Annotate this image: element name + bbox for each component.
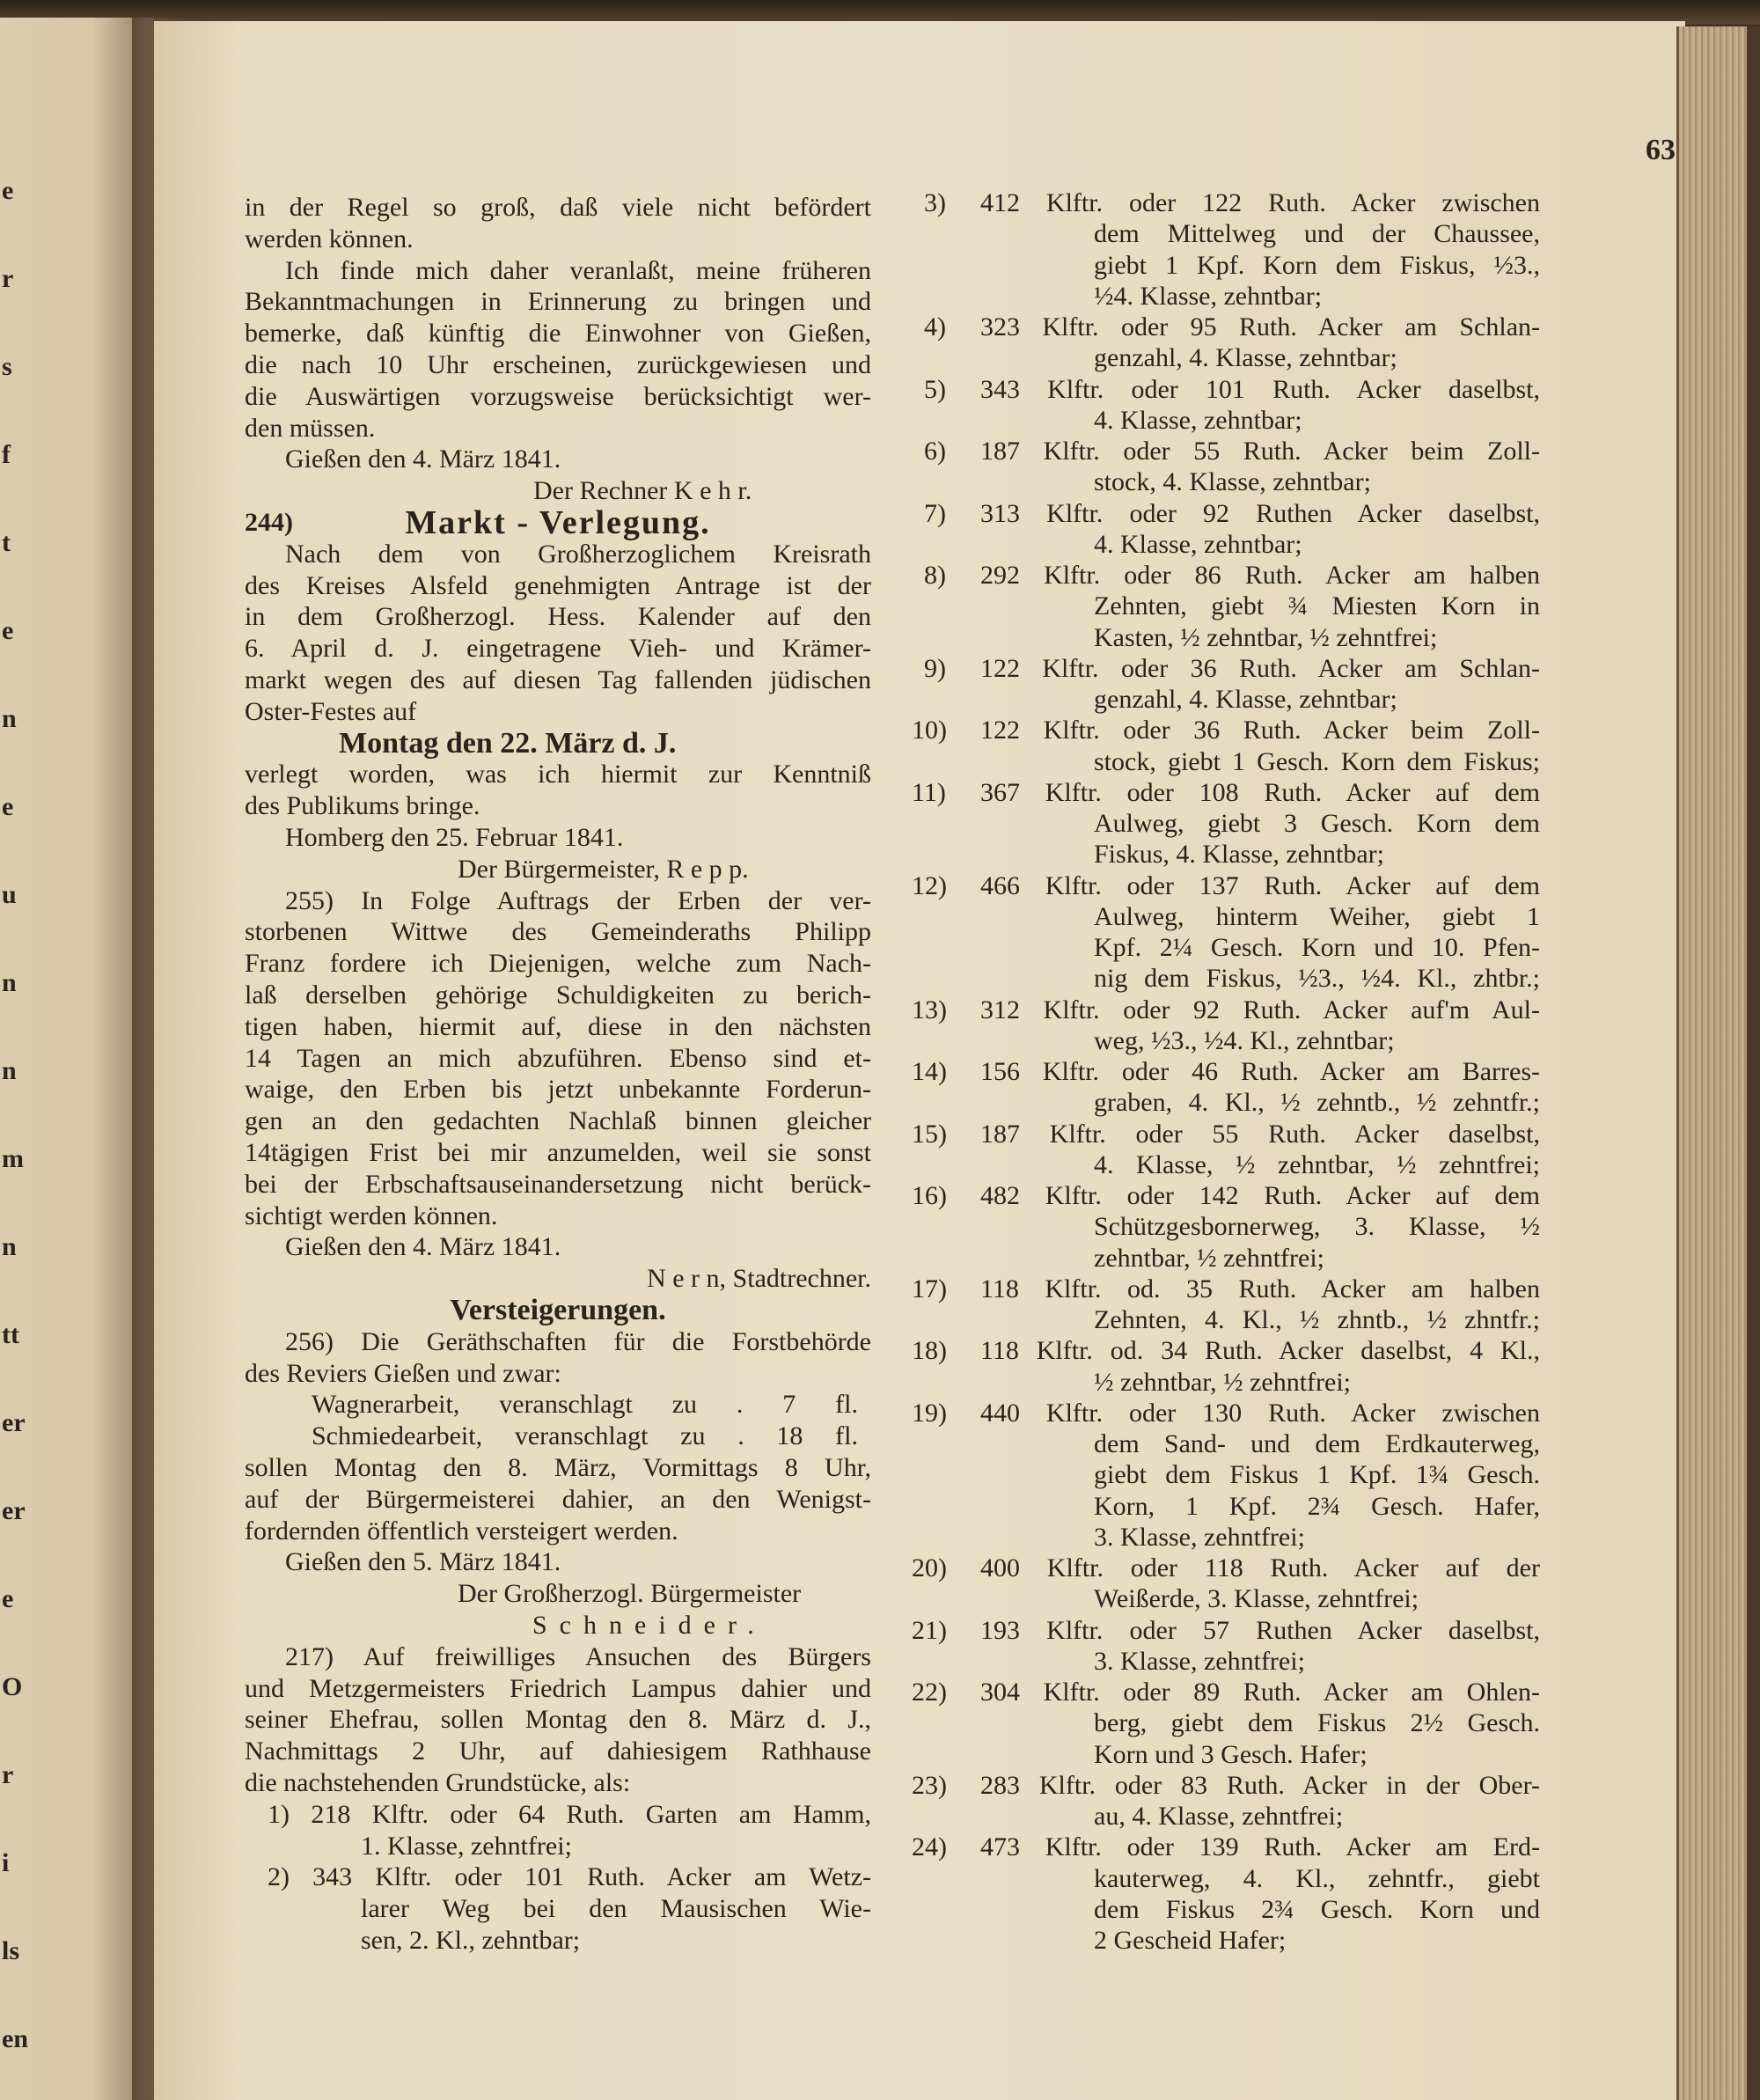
- facing-page-fragment: n: [2, 704, 17, 733]
- text-line: Der Rechner K e h r.: [533, 476, 752, 506]
- facing-page-fragment: n: [2, 968, 17, 997]
- entry-line: 473 Klftr. oder 139 Ruth. Acker am Erd-: [980, 1832, 1540, 1862]
- entry-line: 187 Klftr. oder 55 Ruth. Acker beim Zoll-: [980, 437, 1540, 466]
- entry-continuation-line: Kasten, ½ zehntbar, ½ zehntfrei;: [1094, 622, 1438, 652]
- entry-number: 23): [912, 1770, 947, 1800]
- entry-continuation-line: Weißerde, 3. Klasse, zehntfrei;: [1094, 1584, 1419, 1614]
- section-number: 244): [245, 508, 293, 537]
- entry-line: 313 Klftr. oder 92 Ruthen Acker daselbst,: [980, 498, 1540, 528]
- text-line: Oster-Festes auf: [245, 696, 417, 726]
- text-line: sen, 2. Kl., zehntbar;: [361, 1926, 581, 1955]
- entry-number: 12): [912, 870, 947, 900]
- entry-line: 283 Klftr. oder 83 Ruth. Acker in der Ober-: [980, 1770, 1540, 1800]
- entry-continuation-line: stock, 4. Klasse, zehntbar;: [1094, 467, 1371, 497]
- text-line: des Kreises Alsfeld genehmigten Antrage ist der: [245, 570, 871, 600]
- entry-continuation-line: genzahl, 4. Klasse, zehntbar;: [1094, 343, 1397, 373]
- text-line: Gießen den 4. März 1841.: [285, 1232, 561, 1262]
- entry-continuation-line: kauterweg, 4. Kl., zehntfr., giebt: [1094, 1863, 1540, 1893]
- text-line: Nachmittags 2 Uhr, auf dahiesigem Rathhause: [245, 1737, 871, 1766]
- entry-continuation-line: ½4. Klasse, zehntbar;: [1094, 281, 1323, 311]
- text-line: bei der Erbschaftsauseinandersetzung nicht berück-: [245, 1169, 871, 1199]
- entry-continuation-line: stock, giebt 1 Gesch. Korn dem Fiskus;: [1094, 746, 1540, 776]
- text-line: tigen haben, hiermit auf, diese in den nächsten: [245, 1011, 871, 1041]
- entry-line: 466 Klftr. oder 137 Ruth. Acker auf dem: [980, 870, 1540, 900]
- text-line: storbenen Wittwe des Gemeinderaths Philipp: [245, 917, 871, 947]
- entry-number: 14): [912, 1057, 947, 1086]
- facing-page-fragment: t: [2, 528, 11, 557]
- facing-page-fragment: O: [2, 1672, 23, 1701]
- entry-continuation-line: genzahl, 4. Klasse, zehntbar;: [1094, 685, 1397, 714]
- facing-page-fragment: tt: [2, 1320, 19, 1349]
- facing-page-fragment: er: [2, 1408, 26, 1437]
- text-line: 217) Auf freiwilliges Ansuchen des Bürgers: [285, 1641, 871, 1671]
- text-line: Nach dem von Großherzoglichem Kreisrath: [285, 539, 871, 569]
- text-line: 256) Die Geräthschaften für die Forstbehörde: [285, 1326, 871, 1356]
- text-line: 1) 218 Klftr. oder 64 Ruth. Garten am Hamm,: [268, 1799, 871, 1829]
- entry-number: 8): [924, 561, 946, 590]
- facing-page-edge: [0, 18, 154, 2100]
- entry-continuation-line: 4. Klasse, zehntbar;: [1094, 405, 1302, 435]
- entry-continuation-line: 4. Klasse, ½ zehntbar, ½ zehntfrei;: [1094, 1149, 1540, 1179]
- text-line: 14 Tagen an mich abzuführen. Ebenso sind et-: [245, 1043, 871, 1073]
- entry-number: 3): [924, 188, 946, 217]
- text-line: Montag den 22. März d. J.: [339, 726, 677, 760]
- entry-continuation-line: dem Sand- und dem Erdkauterweg,: [1094, 1429, 1540, 1458]
- text-line: bemerke, daß künftig die Einwohner von Gießen,: [245, 319, 871, 349]
- text-line: auf der Bürgermeisterei dahier, an den Wenigst-: [245, 1484, 871, 1514]
- entry-number: 7): [924, 498, 946, 528]
- entry-number: 16): [912, 1181, 947, 1210]
- text-line: Versteigerungen.: [450, 1294, 666, 1326]
- text-line: Der Großherzogl. Bürgermeister: [458, 1579, 802, 1609]
- entry-continuation-line: graben, 4. Kl., ½ zehntb., ½ zehntfr.;: [1094, 1088, 1540, 1118]
- entry-number: 17): [912, 1274, 947, 1303]
- text-line: werden können.: [245, 224, 414, 253]
- entry-line: 343 Klftr. oder 101 Ruth. Acker daselbst,: [980, 374, 1540, 404]
- entry-continuation-line: dem Mittelweg und der Chaussee,: [1094, 219, 1540, 249]
- entry-continuation-line: berg, giebt dem Fiskus 2½ Gesch.: [1094, 1708, 1540, 1738]
- facing-page-fragment: e: [2, 1584, 14, 1613]
- entry-number: 21): [912, 1615, 947, 1645]
- facing-page-fragment: e: [2, 616, 14, 645]
- text-line: 1. Klasse, zehntfrei;: [361, 1831, 572, 1861]
- entry-line: 312 Klftr. oder 92 Ruth. Acker auf'm Aul-: [980, 995, 1540, 1024]
- text-line: die nachstehenden Grundstücke, als:: [245, 1768, 631, 1797]
- entry-continuation-line: Zehnten, giebt ¾ Miesten Korn in: [1094, 591, 1540, 621]
- entry-continuation-line: Schützgesbornerweg, 3. Klasse, ½: [1094, 1212, 1540, 1242]
- section-heading: [245, 504, 871, 541]
- facing-page-fragment: f: [2, 440, 11, 469]
- entry-line: 440 Klftr. oder 130 Ruth. Acker zwischen: [980, 1398, 1540, 1428]
- text-line: 2) 343 Klftr. oder 101 Ruth. Acker am Wetz-: [268, 1862, 871, 1892]
- book-cover-edge: [1747, 26, 1760, 2100]
- entry-line: 187 Klftr. oder 55 Ruth. Acker daselbst,: [980, 1119, 1540, 1149]
- facing-page-fragment: m: [2, 1144, 24, 1173]
- text-line: Homberg den 25. Februar 1841.: [285, 823, 624, 852]
- entry-number: 22): [912, 1678, 947, 1707]
- entry-continuation-line: nig dem Fiskus, ½3., ½4. Kl., zhtbr.;: [1094, 964, 1540, 994]
- text-line: sollen Montag den 8. März, Vormittags 8 Uhr,: [245, 1453, 871, 1482]
- text-line: Wagnerarbeit, veranschlagt zu . 7 fl.: [312, 1390, 858, 1420]
- text-line: Gießen den 4. März 1841.: [285, 444, 561, 474]
- facing-page-fragment: ls: [2, 1936, 20, 1965]
- text-line: die Auswärtigen vorzugsweise berücksichtigt wer-: [245, 381, 871, 411]
- section-title: Markt - Verlegung.: [405, 504, 711, 541]
- text-line: Gießen den 5. März 1841.: [285, 1547, 561, 1577]
- entry-continuation-line: Aulweg, hinterm Weiher, giebt 1: [1094, 901, 1540, 931]
- left-column: [245, 21, 871, 2045]
- entry-number: 13): [912, 995, 947, 1024]
- right-column: [912, 21, 1540, 2045]
- entry-number: 4): [924, 312, 946, 341]
- entry-line: 482 Klftr. oder 142 Ruth. Acker auf dem: [980, 1181, 1540, 1210]
- entry-continuation-line: dem Fiskus 2¾ Gesch. Korn und: [1094, 1894, 1540, 1924]
- entry-number: 19): [912, 1398, 947, 1428]
- text-line: und Metzgermeisters Friedrich Lampus dahier und: [245, 1673, 871, 1703]
- entry-number: 18): [912, 1336, 947, 1366]
- entry-line: 118 Klftr. od. 34 Ruth. Acker daselbst, 4 Kl.,: [980, 1336, 1540, 1366]
- facing-page-fragment: u: [2, 880, 17, 909]
- text-line: seiner Ehefrau, sollen Montag den 8. März d. J.,: [245, 1705, 871, 1735]
- facing-page-fragment: r: [2, 1760, 14, 1789]
- facing-page-fragment: e: [2, 176, 14, 205]
- text-line: des Reviers Gießen und zwar:: [245, 1358, 561, 1388]
- text-line: larer Weg bei den Mausischen Wie-: [361, 1894, 871, 1924]
- text-line: sichtigt werden können.: [245, 1201, 498, 1230]
- entry-number: 5): [924, 374, 946, 404]
- entry-line: 412 Klftr. oder 122 Ruth. Acker zwischen: [980, 188, 1540, 217]
- text-line: in der Regel so groß, daß viele nicht befördert: [245, 193, 871, 222]
- facing-page-fragment: e: [2, 792, 14, 821]
- text-line: markt wegen des auf diesen Tag fallenden jüdischen: [245, 665, 871, 694]
- entry-number: 24): [912, 1832, 947, 1862]
- text-line: 6. April d. J. eingetragene Vieh- und Krämer-: [245, 634, 871, 664]
- text-line: Schneider.: [532, 1611, 766, 1640]
- entry-line: 292 Klftr. oder 86 Ruth. Acker am halben: [980, 561, 1540, 590]
- entry-continuation-line: ½ zehntbar, ½ zehntfrei;: [1094, 1367, 1352, 1397]
- entry-line: 156 Klftr. oder 46 Ruth. Acker am Barres-: [980, 1057, 1540, 1086]
- entry-number: 10): [912, 716, 947, 745]
- facing-page-fragment: er: [2, 1496, 26, 1525]
- entry-line: 122 Klftr. oder 36 Ruth. Acker beim Zoll-: [980, 716, 1540, 745]
- text-line: Schmiedearbeit, veranschlagt zu . 18 fl.: [312, 1421, 858, 1451]
- entry-continuation-line: 3. Klasse, zehntfrei;: [1094, 1646, 1305, 1676]
- text-line: Bekanntmachungen in Erinnerung zu bringen und: [245, 287, 871, 317]
- facing-page-fragment: r: [2, 264, 14, 293]
- entry-number: 20): [912, 1553, 947, 1582]
- entry-continuation-line: au, 4. Klasse, zehntfrei;: [1094, 1802, 1344, 1831]
- text-line: in dem Großherzogl. Hess. Kalender auf den: [245, 602, 871, 632]
- entry-continuation-line: zehntbar, ½ zehntfrei;: [1094, 1243, 1325, 1273]
- entry-number: 11): [912, 777, 946, 807]
- text-line: des Publikums bringe.: [245, 791, 480, 821]
- entry-line: 122 Klftr. oder 36 Ruth. Acker am Schlan-: [980, 653, 1540, 683]
- text-line: 14tägigen Frist bei mir anzumelden, weil sie sonst: [245, 1138, 871, 1167]
- entry-continuation-line: Kpf. 2¼ Gesch. Korn und 10. Pfen-: [1094, 933, 1540, 962]
- entry-line: 323 Klftr. oder 95 Ruth. Acker am Schlan-: [980, 312, 1540, 341]
- text-line: Der Bürgermeister, R e p p.: [458, 854, 749, 884]
- entry-continuation-line: Korn, 1 Kpf. 2¾ Gesch. Hafer,: [1094, 1491, 1540, 1521]
- text-line: laß derselben gehörige Schuldigkeiten zu berich-: [245, 980, 871, 1010]
- entry-continuation-line: 4. Klasse, zehntbar;: [1094, 529, 1302, 559]
- facing-page-fragment: n: [2, 1056, 17, 1085]
- entry-continuation-line: Korn und 3 Gesch. Hafer;: [1094, 1739, 1368, 1769]
- text-line: fordernden öffentlich versteigert werden.: [245, 1516, 678, 1546]
- facing-page-fragment: en: [2, 2024, 28, 2053]
- book-page: [154, 21, 1685, 2100]
- entry-continuation-line: Zehnten, 4. Kl., ½ zhntb., ½ zhntfr.;: [1094, 1305, 1540, 1334]
- entry-line: 193 Klftr. oder 57 Ruthen Acker daselbst,: [980, 1615, 1540, 1645]
- entry-line: 118 Klftr. od. 35 Ruth. Acker am halben: [980, 1274, 1540, 1303]
- entry-line: 367 Klftr. oder 108 Ruth. Acker auf dem: [980, 777, 1540, 807]
- text-line: 255) In Folge Auftrags der Erben der ver-: [285, 885, 871, 915]
- text-line: gen an den gedachten Nachlaß binnen gleicher: [245, 1106, 871, 1136]
- facing-page-fragment: s: [2, 352, 12, 381]
- text-line: waige, den Erben bis jetzt unbekannte Forderun-: [245, 1075, 871, 1105]
- text-line: Franz fordere ich Diejenigen, welche zum Nach-: [245, 949, 871, 979]
- entry-number: 6): [924, 437, 946, 466]
- entry-number: 15): [912, 1119, 947, 1149]
- entry-continuation-line: 2 Gescheid Hafer;: [1094, 1926, 1287, 1955]
- entry-continuation-line: weg, ½3., ½4. Kl., zehntbar;: [1094, 1025, 1395, 1055]
- entry-continuation-line: giebt 1 Kpf. Korn dem Fiskus, ½3.,: [1094, 250, 1540, 280]
- entry-continuation-line: Fiskus, 4. Klasse, zehntbar;: [1094, 840, 1384, 870]
- entry-continuation-line: Aulweg, giebt 3 Gesch. Korn dem: [1094, 809, 1540, 838]
- entry-line: 304 Klftr. oder 89 Ruth. Acker am Ohlen-: [980, 1678, 1540, 1707]
- text-line: Ich finde mich daher veranlaßt, meine früheren: [285, 255, 871, 285]
- entry-line: 400 Klftr. oder 118 Ruth. Acker auf der: [980, 1553, 1540, 1582]
- text-line: verlegt worden, was ich hiermit zur Kenntniß: [245, 760, 871, 789]
- text-line: die nach 10 Uhr erscheinen, zurückgewiesen und: [245, 350, 871, 379]
- text-line: N e r n, Stadtrechner.: [647, 1264, 871, 1294]
- facing-page-fragment: i: [2, 1848, 10, 1877]
- text-line: den müssen.: [245, 413, 376, 443]
- entry-continuation-line: 3. Klasse, zehntfrei;: [1094, 1522, 1305, 1552]
- entry-number: 9): [924, 653, 946, 683]
- facing-page-fragment: n: [2, 1232, 17, 1261]
- entry-continuation-line: giebt dem Fiskus 1 Kpf. 1¾ Gesch.: [1094, 1460, 1540, 1490]
- page-number: 63: [1646, 134, 1676, 166]
